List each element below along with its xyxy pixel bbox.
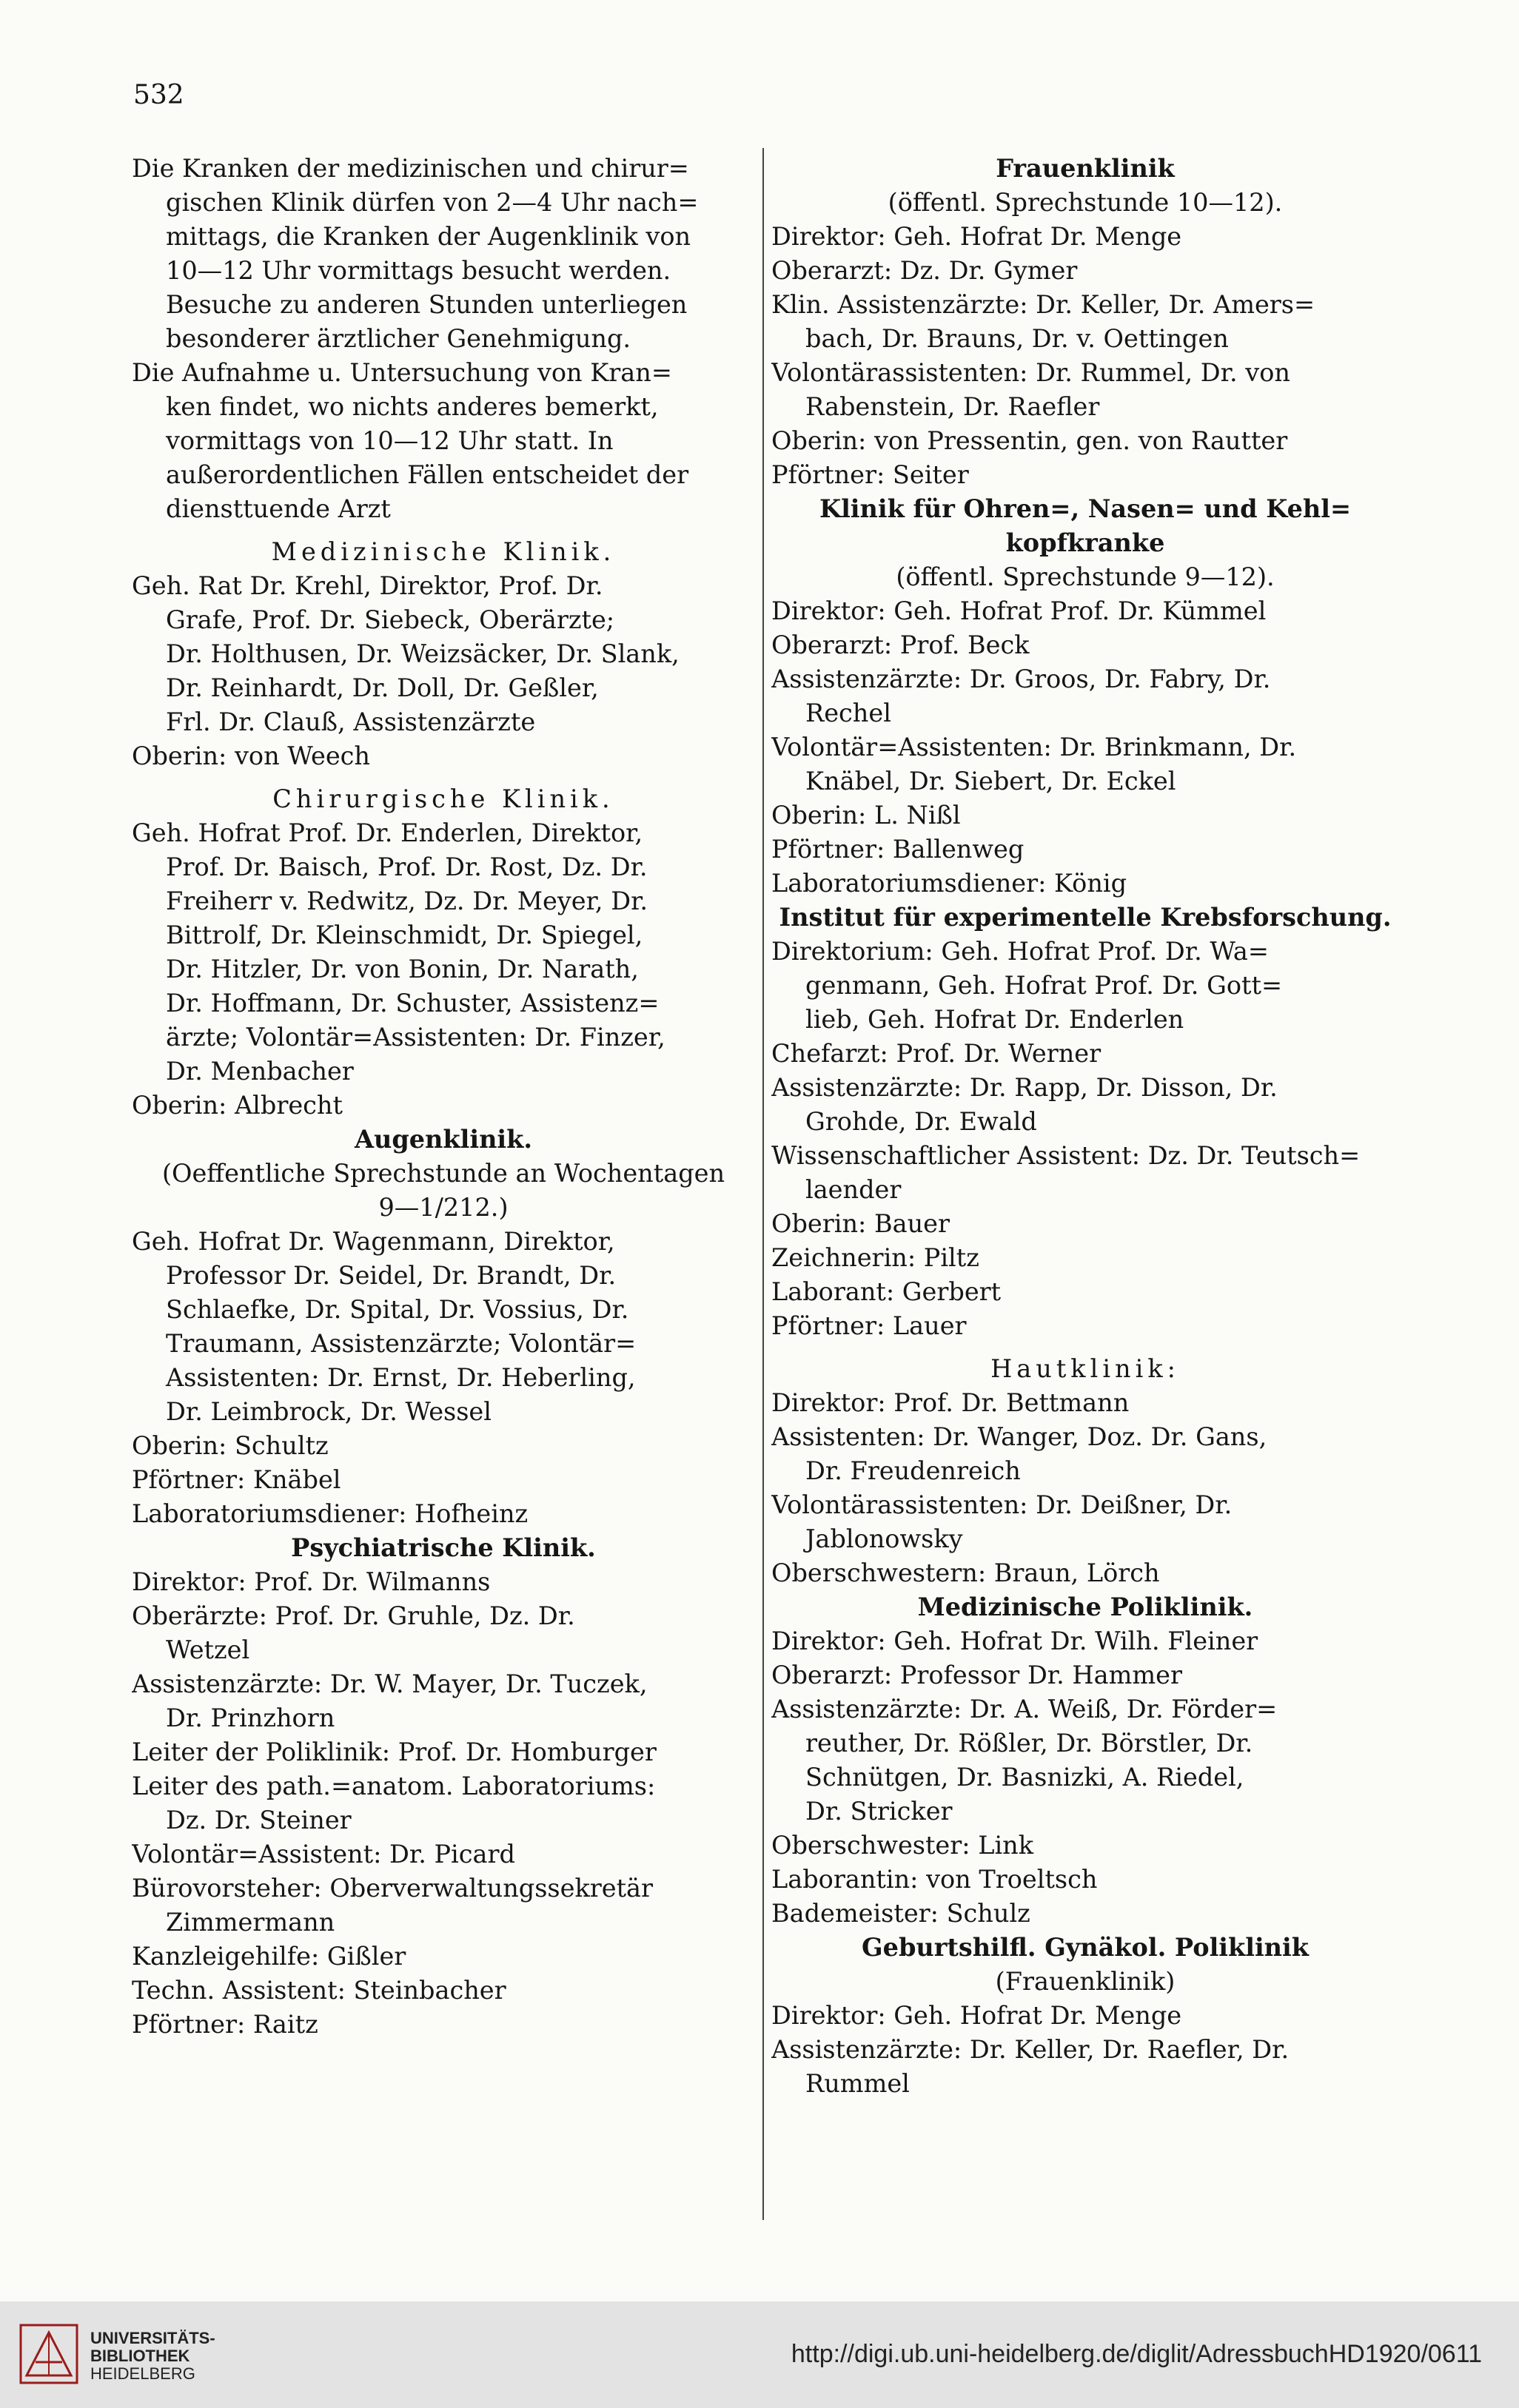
- text-line: lieb, Geh. Hofrat Dr. Enderlen: [805, 1005, 1184, 1034]
- text-line: Oberarzt: Prof. Beck: [771, 630, 1030, 659]
- text-line: genmann, Geh. Hofrat Prof. Dr. Gott=: [805, 971, 1283, 1000]
- text-line: Dr. Prinzhorn: [166, 1704, 335, 1732]
- library-name: [90, 2330, 215, 2383]
- text-line: Direktor: Prof. Dr. Bettmann: [771, 1388, 1130, 1417]
- text-line: Assistenzärzte: Dr. Rapp, Dr. Disson, Dr.: [771, 1073, 1278, 1102]
- text-line: Rummel: [805, 2069, 910, 2098]
- text-line: Direktor: Geh. Hofrat Dr. Menge: [771, 222, 1182, 251]
- text-line: Pförtner: Lauer: [771, 1311, 967, 1340]
- text-line: Bittrolf, Dr. Kleinschmidt, Dr. Spiegel,: [166, 921, 643, 949]
- text-line: Laboratoriumsdiener: König: [771, 869, 1127, 898]
- text-line: ärzte; Volontär=Assistenten: Dr. Finzer,: [166, 1023, 665, 1052]
- left-column: [132, 152, 755, 2042]
- text-line: Leiter des path.=anatom. Laboratoriums:: [132, 1772, 656, 1800]
- text-line: Oberin: von Pressentin, gen. von Rautter: [771, 426, 1288, 455]
- text-line: Pförtner: Seiter: [771, 460, 969, 489]
- text-line: Oberin: Schultz: [132, 1431, 329, 1460]
- column-divider: [762, 148, 764, 2220]
- text-line: Volontärassistenten: Dr. Deißner, Dr.: [771, 1490, 1233, 1519]
- section-heading: Medizinische Klinik.: [271, 537, 616, 566]
- text-line: Laboratoriumsdiener: Hofheinz: [132, 1499, 529, 1528]
- text-line: Bademeister: Schulz: [771, 1899, 1030, 1928]
- text-line: Pförtner: Knäbel: [132, 1465, 341, 1494]
- text-line: besonderer ärztlicher Genehmigung.: [166, 324, 631, 353]
- library-logo-icon: [19, 2324, 78, 2384]
- text-line: Bürovorsteher: Oberverwaltungssekretär: [132, 1874, 654, 1903]
- library-name-line2: BIBLIOTHEK: [90, 2347, 190, 2365]
- text-line: Klin. Assistenzärzte: Dr. Keller, Dr. Amers=: [771, 290, 1315, 319]
- text-line: Freiherr v. Redwitz, Dz. Dr. Meyer, Dr.: [166, 887, 648, 915]
- text-line: Schlaefke, Dr. Spital, Dr. Vossius, Dr.: [166, 1295, 629, 1324]
- section-title: Geburtshilfl. Gynäkol. Poliklinik: [862, 1933, 1309, 1962]
- section-title: Klinik für Ohren=, Nasen= und Kehl=: [819, 494, 1352, 523]
- text-line: mittags, die Kranken der Augenklinik von: [166, 222, 691, 251]
- text-line: Prof. Dr. Baisch, Prof. Dr. Rost, Dz. Dr.: [166, 852, 648, 881]
- text-line: Oberin: Albrecht: [132, 1091, 343, 1120]
- text-line: Pförtner: Ballenweg: [771, 835, 1025, 864]
- text-line: bach, Dr. Brauns, Dr. v. Oettingen: [805, 324, 1229, 353]
- source-url[interactable]: http://digi.ub.uni-heidelberg.de/diglit/AdressbuchHD1920/0611: [791, 2340, 1482, 2368]
- text-line: Wetzel: [166, 1635, 250, 1664]
- text-line: Volontär=Assistenten: Dr. Brinkmann, Dr.: [771, 733, 1297, 761]
- text-line: Assistenten: Dr. Ernst, Dr. Heberling,: [166, 1363, 636, 1392]
- text-line: Laborant: Gerbert: [771, 1277, 1002, 1306]
- section-heading: Hautklinik:: [990, 1354, 1180, 1383]
- text-line: Professor Dr. Seidel, Dr. Brandt, Dr.: [166, 1261, 617, 1290]
- text-line: reuther, Dr. Rößler, Dr. Börstler, Dr.: [805, 1729, 1253, 1758]
- text-line: Schnütgen, Dr. Basnizki, A. Riedel,: [805, 1763, 1244, 1792]
- text-line: Oberin: von Weech: [132, 741, 370, 770]
- section-title: Frauenklinik: [996, 154, 1175, 183]
- text-line: Assistenten: Dr. Wanger, Doz. Dr. Gans,: [771, 1422, 1267, 1451]
- text-line: ken findet, wo nichts anderes bemerkt,: [166, 392, 659, 421]
- library-name-line1: UNIVERSITÄTS-: [90, 2329, 215, 2347]
- page-number: 532: [133, 80, 184, 110]
- centered-line: 9—1/212.): [378, 1193, 509, 1222]
- text-line: Direktor: Geh. Hofrat Prof. Dr. Kümmel: [771, 596, 1267, 625]
- text-line: Direktor: Geh. Hofrat Dr. Menge: [771, 2001, 1182, 2030]
- text-line: Rechel: [805, 699, 891, 727]
- text-line: Geh. Hofrat Prof. Dr. Enderlen, Direktor,: [132, 818, 643, 847]
- text-line: außerordentlichen Fällen entscheidet der: [166, 460, 689, 489]
- section-title: Institut für experimentelle Krebsforschung.: [779, 903, 1392, 932]
- text-line: Dr. Menbacher: [166, 1057, 354, 1086]
- text-line: Leiter der Poliklinik: Prof. Dr. Homburger: [132, 1738, 657, 1766]
- text-line: Oberarzt: Professor Dr. Hammer: [771, 1661, 1182, 1689]
- text-line: Volontär=Assistent: Dr. Picard: [132, 1840, 515, 1869]
- text-line: gischen Klinik dürfen von 2—4 Uhr nach=: [166, 188, 699, 217]
- text-line: Wissenschaftlicher Assistent: Dz. Dr. Teutsch=: [771, 1141, 1361, 1170]
- text-line: Dr. Hoffmann, Dr. Schuster, Assistenz=: [166, 989, 660, 1018]
- text-line: Pförtner: Raitz: [132, 2010, 318, 2039]
- text-line: Assistenzärzte: Dr. W. Mayer, Dr. Tuczek,: [132, 1669, 648, 1698]
- text-line: diensttuende Arzt: [166, 494, 391, 523]
- text-line: Die Aufnahme u. Untersuchung von Kran=: [132, 358, 672, 387]
- text-line: laender: [805, 1175, 902, 1204]
- text-line: Traumann, Assistenzärzte; Volontär=: [166, 1329, 637, 1358]
- text-line: Oberschwestern: Braun, Lörch: [771, 1558, 1160, 1587]
- text-line: Dr. Hitzler, Dr. von Bonin, Dr. Narath,: [166, 955, 639, 983]
- text-line: 10—12 Uhr vormittags besucht werden.: [166, 256, 671, 285]
- text-line: Assistenzärzte: Dr. A. Weiß, Dr. Förder=: [771, 1695, 1278, 1723]
- text-line: vormittags von 10—12 Uhr statt. In: [166, 426, 614, 455]
- text-line: Rabenstein, Dr. Raefler: [805, 392, 1100, 421]
- text-line: Geh. Hofrat Dr. Wagenmann, Direktor,: [132, 1227, 615, 1256]
- text-line: Volontärassistenten: Dr. Rummel, Dr. von: [771, 358, 1290, 387]
- text-line: Dr. Leimbrock, Dr. Wessel: [166, 1397, 492, 1426]
- text-line: Dr. Stricker: [805, 1797, 953, 1826]
- text-line: Geh. Rat Dr. Krehl, Direktor, Prof. Dr.: [132, 571, 603, 600]
- text-line: Techn. Assistent: Steinbacher: [132, 1976, 506, 2005]
- text-line: Zeichnerin: Piltz: [771, 1243, 979, 1272]
- section-title: Psychiatrische Klinik.: [291, 1533, 596, 1562]
- text-line: Zimmermann: [166, 1908, 335, 1937]
- text-line: Oberin: Bauer: [771, 1209, 950, 1238]
- centered-line: (öffentl. Sprechstunde 10—12).: [888, 188, 1283, 217]
- text-line: Direktorium: Geh. Hofrat Prof. Dr. Wa=: [771, 937, 1269, 966]
- text-line: Kanzleigehilfe: Gißler: [132, 1942, 406, 1971]
- centered-line: (öffentl. Sprechstunde 9—12).: [896, 562, 1275, 591]
- text-line: Knäbel, Dr. Siebert, Dr. Eckel: [805, 767, 1176, 796]
- section-title: Medizinische Poliklinik.: [917, 1593, 1253, 1621]
- centered-line: (Frauenklinik): [995, 1967, 1176, 1996]
- text-line: Oberin: L. Nißl: [771, 801, 961, 830]
- text-line: Frl. Dr. Clauß, Assistenzärzte: [166, 707, 536, 736]
- text-line: Oberarzt: Dz. Dr. Gymer: [771, 256, 1078, 285]
- right-column: [771, 152, 1399, 2101]
- text-line: Oberschwester: Link: [771, 1831, 1034, 1860]
- text-line: Dr. Reinhardt, Dr. Doll, Dr. Geßler,: [166, 673, 599, 702]
- text-line: Dr. Freudenreich: [805, 1456, 1021, 1485]
- centered-line: (Oeffentliche Sprechstunde an Wochentagen: [161, 1159, 725, 1188]
- text-line: Chefarzt: Prof. Dr. Werner: [771, 1039, 1101, 1068]
- text-line: Oberärzte: Prof. Dr. Gruhle, Dz. Dr.: [132, 1601, 575, 1630]
- text-line: Die Kranken der medizinischen und chirur=: [132, 154, 689, 183]
- text-line: Jablonowsky: [805, 1524, 963, 1553]
- text-line: Laborantin: von Troeltsch: [771, 1865, 1098, 1894]
- text-line: Assistenzärzte: Dr. Groos, Dr. Fabry, Dr.: [771, 665, 1271, 693]
- text-line: Dz. Dr. Steiner: [166, 1806, 352, 1834]
- text-line: Besuche zu anderen Stunden unterliegen: [166, 290, 688, 319]
- footer-bar: [0, 2301, 1519, 2408]
- section-title: Augenklinik.: [354, 1125, 533, 1154]
- library-name-line3: HEIDELBERG: [90, 2364, 195, 2383]
- text-line: Grafe, Prof. Dr. Siebeck, Oberärzte;: [166, 605, 615, 634]
- text-line: Grohde, Dr. Ewald: [805, 1107, 1037, 1136]
- text-line: Dr. Holthusen, Dr. Weizsäcker, Dr. Slank,: [166, 639, 680, 668]
- section-heading: Chirurgische Klinik.: [272, 784, 614, 813]
- text-line: Direktor: Prof. Dr. Wilmanns: [132, 1567, 491, 1596]
- text-line: Direktor: Geh. Hofrat Dr. Wilh. Fleiner: [771, 1627, 1258, 1655]
- section-title: kopfkranke: [1005, 528, 1165, 557]
- text-line: Assistenzärzte: Dr. Keller, Dr. Raefler, Dr.: [771, 2035, 1290, 2064]
